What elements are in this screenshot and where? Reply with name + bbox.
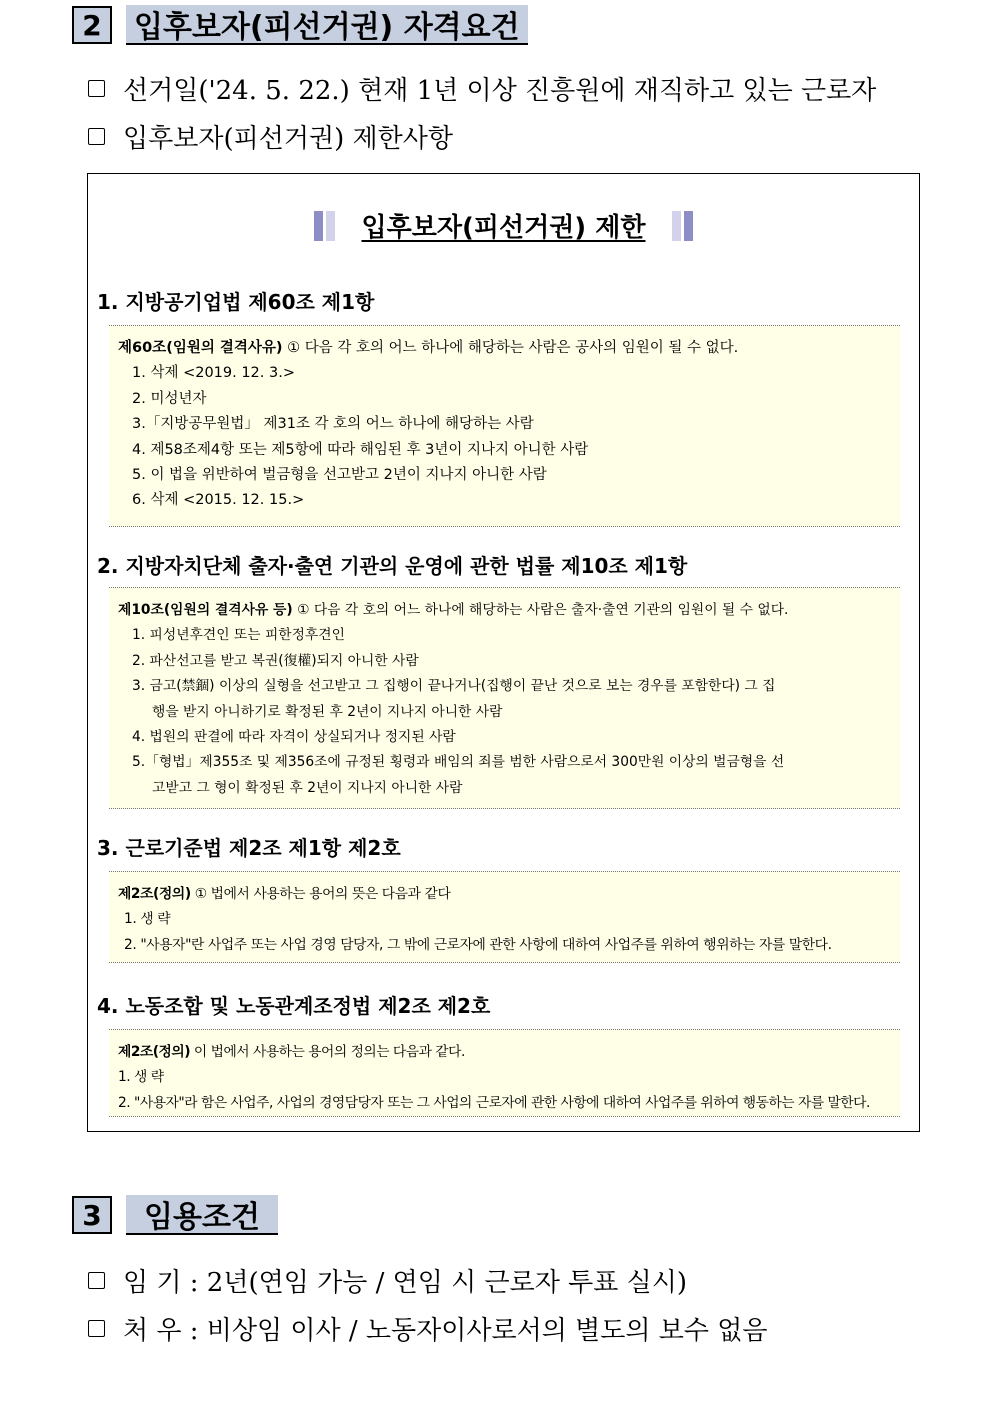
law-item: 2. 미성년자 bbox=[132, 390, 207, 407]
law-intro bbox=[118, 336, 892, 361]
section-2-header bbox=[72, 4, 528, 46]
law-item: 4. 법원의 판결에 따라 자격이 상실되거나 정지된 사람 bbox=[132, 729, 456, 746]
law-item: 5.「형법」제355조 및 제356조에 규정된 횡령과 배임의 죄를 범한 사람으로서 300만원 이상의 벌금형을 선 bbox=[132, 754, 785, 771]
law-item: 6. 삭제 <2015. 12. 15.> bbox=[132, 492, 305, 509]
law-item: 5. 이 법을 위반하여 벌금형을 선고받고 2년이 지나지 아니한 사람 bbox=[132, 467, 547, 484]
law-item: 1. 생 략 bbox=[124, 911, 171, 928]
frame-title-text: 입후보자(피선거권) 제한 bbox=[361, 213, 646, 243]
law-heading: 1. 지방공기업법 제60조 제1항 bbox=[97, 290, 375, 314]
bullet-text: 입후보자(피선거권) 제한사항 bbox=[123, 124, 453, 154]
section-title: 임용조건 bbox=[126, 1195, 278, 1235]
law-item: 2. "사용자"라 함은 사업주, 사업의 경영담당자 또는 그 사업의 근로자에 관한 사항에 대하여 사업주를 위하여 행동하는 자를 말한다. bbox=[118, 1094, 870, 1111]
intro-text: ① 법에서 사용하는 용어의 뜻은 다음과 같다 bbox=[190, 886, 451, 902]
bullet-item bbox=[88, 118, 453, 155]
law-excerpt-box bbox=[109, 325, 900, 527]
decorative-bar-icon bbox=[672, 211, 681, 241]
bullet-text: 임 기 : 2년(연임 가능 / 연임 시 근로자 투표 실시) bbox=[123, 1268, 687, 1298]
law-item: 3.「지방공무원법」 제31조 각 호의 어느 하나에 해당하는 사람 bbox=[132, 416, 534, 433]
law-item: 1. 생 략 bbox=[118, 1069, 164, 1086]
article-label: 제2조(정의) bbox=[118, 886, 191, 902]
section-number: 3 bbox=[72, 1196, 112, 1234]
law-intro bbox=[118, 1040, 892, 1065]
bullet-item bbox=[88, 70, 876, 107]
law-excerpt-box bbox=[109, 1029, 900, 1117]
bullet-text: 선거일('24. 5. 22.) 현재 1년 이상 진흥원에 재직하고 있는 근로자 bbox=[123, 76, 877, 106]
intro-text: 이 법에서 사용하는 용어의 정의는 다음과 같다. bbox=[190, 1044, 465, 1060]
intro-text: ① 다음 각 호의 어느 하나에 해당하는 사람은 출자·출연 기관의 임원이 될 수 없다. bbox=[292, 602, 789, 618]
law-item: 3. 금고(禁錮) 이상의 실형을 선고받고 그 집행이 끝나거나(집행이 끝난 것으로 보는 경우를 포함한다) 그 집 bbox=[132, 678, 776, 695]
law-heading: 2. 지방자치단체 출자·출연 기관의 운영에 관한 법률 제10조 제1항 bbox=[97, 554, 688, 578]
checkbox-square-icon bbox=[88, 1272, 105, 1289]
article-label: 제60조(임원의 결격사유) bbox=[118, 340, 283, 356]
law-item-continued: 고받고 그 형이 확정된 후 2년이 지나지 아니한 사람 bbox=[152, 779, 463, 796]
law-excerpt-box bbox=[109, 587, 900, 809]
checkbox-square-icon bbox=[88, 80, 105, 97]
article-label: 제2조(정의) bbox=[118, 1044, 191, 1060]
law-excerpt-box bbox=[109, 871, 900, 963]
bullet-item bbox=[88, 1310, 767, 1347]
bullet-item bbox=[88, 1262, 687, 1299]
section-number: 2 bbox=[72, 6, 112, 44]
decorative-bar-icon bbox=[326, 211, 335, 241]
section-title: 입후보자(피선거권) 자격요건 bbox=[126, 5, 528, 45]
section-3-header bbox=[72, 1194, 278, 1236]
law-item-continued: 행을 받지 아니하기로 확정된 후 2년이 지나지 아니한 사람 bbox=[152, 703, 503, 720]
law-heading: 4. 노동조합 및 노동관계조정법 제2조 제2호 bbox=[97, 994, 491, 1018]
law-item: 4. 제58조제4항 또는 제5항에 따라 해임된 후 3년이 지나지 아니한 사람 bbox=[132, 441, 589, 458]
article-label: 제10조(임원의 결격사유 등) bbox=[118, 602, 293, 618]
law-intro bbox=[118, 882, 892, 907]
decorative-bar-icon bbox=[314, 211, 323, 241]
law-heading: 3. 근로기준법 제2조 제1항 제2호 bbox=[97, 836, 401, 860]
decorative-bar-icon bbox=[684, 211, 693, 241]
frame-title bbox=[88, 207, 919, 244]
restriction-frame bbox=[87, 173, 920, 1132]
law-item: 2. 파산선고를 받고 복권(復權)되지 아니한 사람 bbox=[132, 652, 419, 669]
law-item: 2. "사용자"란 사업주 또는 사업 경영 담당자, 그 밖에 근로자에 관한 사항에 대하여 사업주를 위하여 행위하는 자를 말한다. bbox=[124, 936, 832, 953]
law-item: 1. 삭제 <2019. 12. 3.> bbox=[132, 365, 295, 382]
intro-text: ① 다음 각 호의 어느 하나에 해당하는 사람은 공사의 임원이 될 수 없다. bbox=[282, 340, 739, 356]
checkbox-square-icon bbox=[88, 1320, 105, 1337]
law-intro bbox=[118, 598, 892, 623]
checkbox-square-icon bbox=[88, 128, 105, 145]
law-item: 1. 피성년후견인 또는 피한정후견인 bbox=[132, 627, 345, 644]
bullet-text: 처 우 : 비상임 이사 / 노동자이사로서의 별도의 보수 없음 bbox=[123, 1316, 768, 1346]
